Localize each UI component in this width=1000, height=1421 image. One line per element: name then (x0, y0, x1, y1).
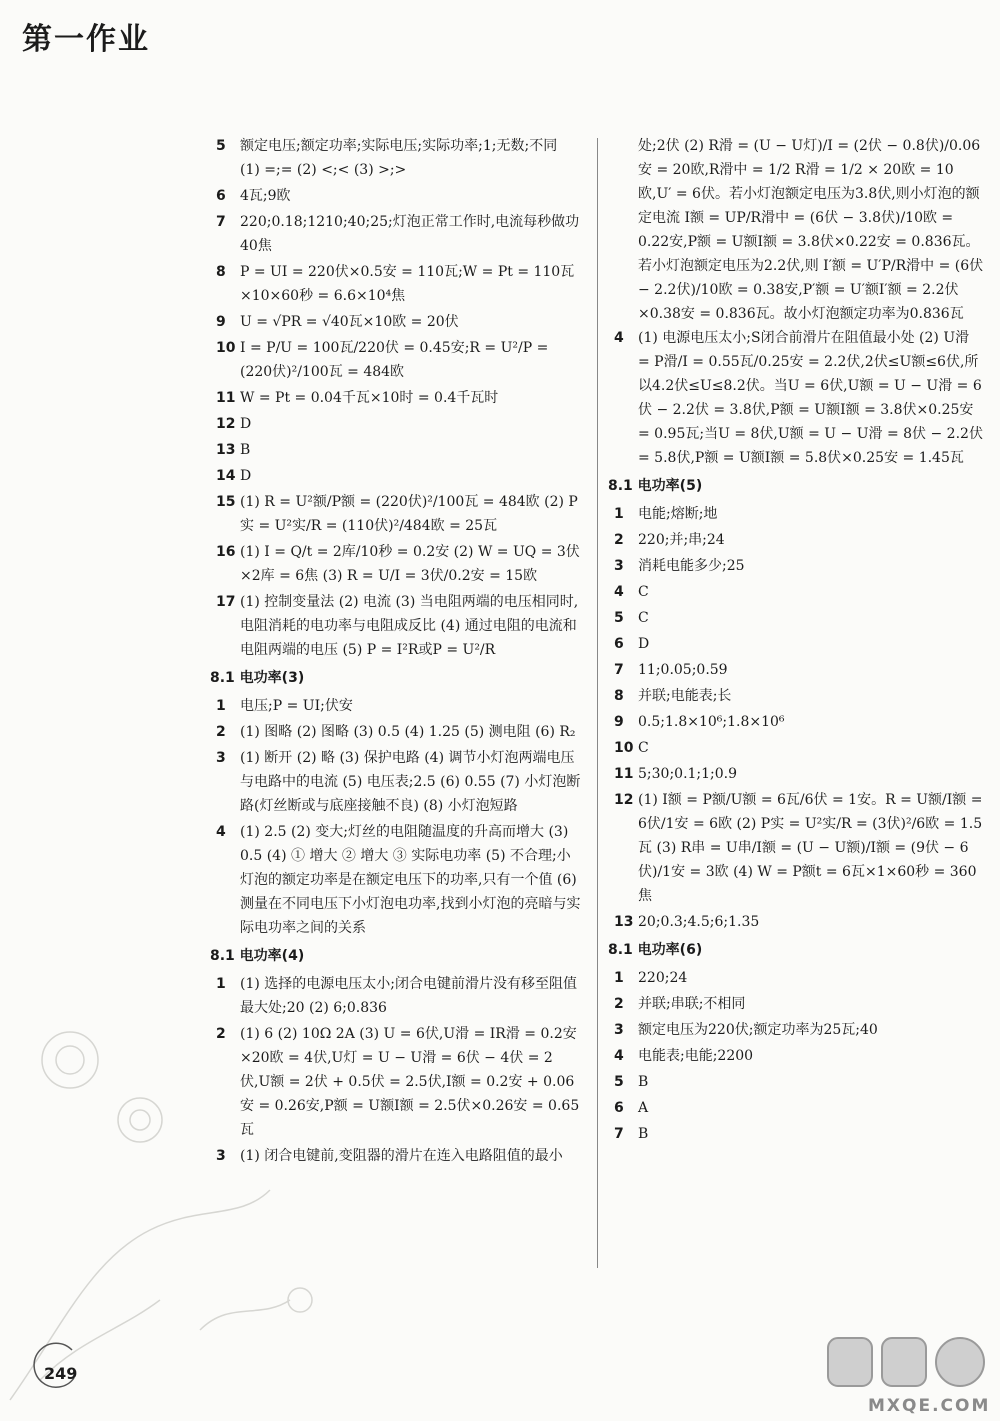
item-text: C (638, 610, 649, 626)
item-text: B (240, 442, 251, 458)
item-text: (1) I = Q/t = 2库/10秒 = 0.2安 (2) W = UQ = 3伏×2库 = 6焦 (3) R = U/I = 3伏/0.2安 = 15欧 (240, 544, 580, 584)
item-text: C (638, 584, 649, 600)
answer-item (614, 1070, 984, 1094)
answer-item (216, 540, 581, 588)
item-text: 并联;电能表;长 (638, 688, 732, 704)
answer-item (216, 184, 581, 208)
right-column (608, 134, 988, 1148)
item-text: 额定电压;额定功率;实际电压;实际功率;1;无数;不同 (1) =;= (2) <;< (3) >;> (240, 138, 562, 178)
item-text: D (240, 416, 252, 432)
item-number: 12 (614, 792, 634, 808)
answer-item (614, 762, 984, 786)
item-number: 2 (216, 724, 226, 740)
answer-item (614, 684, 984, 708)
item-text: 5;30;0.1;1;0.9 (638, 766, 738, 782)
item-text: 220;24 (638, 970, 688, 986)
item-number: 4 (614, 330, 624, 346)
answer-item (216, 336, 581, 384)
answer-item (614, 326, 988, 470)
answer-item (216, 746, 581, 818)
answer-item (216, 720, 581, 744)
item-number: 6 (216, 188, 226, 204)
item-number: 1 (216, 976, 226, 992)
answer-item (614, 710, 984, 734)
answer-item (216, 438, 581, 462)
item-number: 6 (614, 636, 624, 652)
item-text: C (638, 740, 649, 756)
item-number: 8 (614, 688, 624, 704)
item-number: 3 (614, 558, 624, 574)
item-text: (1) 选择的电源电压太小;闭合电键前滑片没有移至阻值最大处;20 (2) 6;0.836 (240, 976, 577, 1016)
item-number: 13 (614, 914, 634, 930)
answer-item (614, 658, 984, 682)
answer-item (614, 632, 984, 656)
item-number: 4 (614, 584, 624, 600)
item-number: 16 (216, 544, 236, 560)
answer-item (216, 464, 581, 488)
answer-item (216, 820, 581, 940)
item-number: 8 (216, 264, 226, 280)
item-text: (1) 电源电压太小;S闭合前滑片在阻值最小处 (2) U滑 = P滑/I = 0.55瓦/0.25安 = 2.2伏,2伏≤U额≤6伏,所以4.2伏≤U≤8.2伏。当U = 6伏,U额 = U − U滑 = 6伏 − 2.2伏 = 3.8伏,P额 = U额I额 = 3.8伏×0.25安 = 0.95瓦;当U = 8伏,U额 = U − U滑 = 8伏 − 2.2伏 = 5.8伏,P额 = U额I额 = 5.8伏×0.25安 = 1.45瓦 (638, 330, 988, 466)
item-text: 消耗电能多少;25 (638, 558, 745, 574)
answer-item (216, 210, 581, 258)
answer-item (614, 606, 984, 630)
item-text: D (638, 636, 650, 652)
item-number: 1 (216, 698, 226, 714)
item-number: 3 (614, 1022, 624, 1038)
item-text: (1) 控制变量法 (2) 电流 (3) 当电阻两端的电压相同时,电阻消耗的电功率与电阻成反比 (4) 通过电阻的电流和电阻两端的电压 (5) P = I²R或P = U²/R (240, 594, 579, 658)
item-number: 9 (216, 314, 226, 330)
item-number: 5 (614, 1074, 624, 1090)
answer-item (216, 412, 581, 436)
item-number: 1 (614, 506, 624, 522)
item-number: 3 (216, 750, 226, 766)
item-number: 10 (614, 740, 634, 756)
item-number: 6 (614, 1100, 624, 1116)
answer-item (216, 694, 581, 718)
item-number: 7 (614, 662, 624, 678)
item-text: A (638, 1100, 649, 1116)
item-number: 9 (614, 714, 624, 730)
item-number: 2 (614, 996, 624, 1012)
item-text: (1) 闭合电键前,变阻器的滑片在连入电路阻值的最小 (240, 1148, 563, 1164)
item-text: B (638, 1074, 649, 1090)
item-text: 4瓦;9欧 (240, 188, 291, 204)
item-number: 14 (216, 468, 236, 484)
item-number: 4 (614, 1048, 624, 1064)
item-number: 12 (216, 416, 236, 432)
item-number: 5 (614, 610, 624, 626)
item-text: D (240, 468, 252, 484)
item-text: 电压;P = UI;伏安 (240, 698, 353, 714)
watermark-text: MXQE.COM (868, 1396, 991, 1416)
item-text: 电能;熔断;地 (638, 506, 718, 522)
item-text: B (638, 1126, 649, 1142)
item-number: 17 (216, 594, 236, 610)
answer-item (216, 490, 581, 538)
item-text: I = P/U = 100瓦/220伏 = 0.45安;R = U²/P = (220伏)²/100瓦 = 484欧 (240, 340, 553, 380)
item-text: (1) 断开 (2) 略 (3) 保护电路 (4) 调节小灯泡两端电压与电路中的电流 (5) 电压表;2.5 (6) 0.55 (7) 小灯泡断路(灯丝断或与底座接触不良) (8) 小灯泡短路 (240, 750, 581, 814)
page-number: 249 (44, 1364, 78, 1383)
item-text: 20;0.3;4.5;6;1.35 (638, 914, 760, 930)
column-divider (597, 138, 598, 1268)
item-number: 13 (216, 442, 236, 458)
item-text: (1) R = U²额/P额 = (220伏)²/100瓦 = 484欧 (2) P实 = U²实/R = (110伏)²/484欧 = 25瓦 (240, 494, 578, 534)
answer-item (614, 788, 987, 908)
answer-item (614, 528, 984, 552)
item-text: (1) I额 = P额/U额 = 6瓦/6伏 = 1安。R = U额/I额 = 6伏/1安 = 6欧 (2) P实 = U²实/R = (3伏)²/6欧 = 1.5瓦 (3) R串 = U串/I额 = (U − U额)/I额 = (9伏 − 6伏)/1安 = 3欧 (4) W = P额t = 6瓦×1×60秒 = 360焦 (638, 792, 987, 904)
answer-item (614, 992, 984, 1016)
answer-item (216, 386, 581, 410)
answer-item (216, 260, 581, 308)
item-number: 4 (216, 824, 226, 840)
item-number: 11 (216, 390, 236, 406)
section-heading: 8.1 电功率(3) (210, 670, 305, 686)
answer-item (614, 736, 984, 760)
answer-item (614, 554, 984, 578)
answer-item (614, 580, 984, 604)
item-text: 电能表;电能;2200 (638, 1048, 754, 1064)
item-number: 10 (216, 340, 236, 356)
answer-item (614, 966, 984, 990)
item-text: (1) 图略 (2) 图略 (3) 0.5 (4) 1.25 (5) 测电阻 (6) R₂ (240, 724, 576, 740)
item-text: W = Pt = 0.04千瓦×10时 = 0.4千瓦时 (240, 390, 499, 406)
answer-item (614, 1122, 984, 1146)
continued-answer-text: 处;2伏 (2) R滑 = (U − U灯)/I = (2伏 − 0.8伏)/0.06安 = 20欧,R滑中 = 1/2 R滑 = 1/2 × 20欧 = 10欧,U′ = 6伏。若小灯泡额定电压为3.8伏,则小灯泡的额定电流 I额 = UP/R滑中 = (6伏 − 3.8伏)/10欧 = 0.22安,P额 = U额I额 = 3.8伏×0.22安 = 0.836瓦。若小灯泡额定电压为2.2伏,则 I′额 = U′P/R滑中 = (6伏 − 2.2伏)/10欧 = 0.38安,P′额 = U′额I′额 = 2.2伏×0.38安 = 0.836瓦。故小灯泡额定功率为0.836瓦 (638, 138, 988, 322)
item-text: 220;0.18;1210;40;25;灯泡正常工作时,电流每秒做功40焦 (240, 214, 580, 254)
answer-item (614, 1018, 984, 1042)
item-number: 11 (614, 766, 634, 782)
answer-item (614, 502, 984, 526)
item-text: (1) 2.5 (2) 变大;灯丝的电阻随温度的升高而增大 (3) 0.5 (4) ① 增大 ② 增大 ③ 实际电功率 (5) 不合理;小灯泡的额定功率是在额定电压下的功率,只有一个值 (6) 测量在不同电压下小灯泡电功率,找到小灯泡的亮暗与实际电功率之间的关系 (240, 824, 582, 936)
answer-item (216, 310, 581, 334)
section-heading: 8.1 电功率(6) (608, 942, 703, 958)
item-number: 5 (216, 138, 226, 154)
answer-item (614, 1044, 984, 1068)
item-number: 7 (614, 1126, 624, 1142)
item-text: (1) 6 (2) 10Ω 2A (3) U = 6伏,U滑 = IR滑 = 0.2安×20欧 = 4伏,U灯 = U − U滑 = 6伏 − 4伏 = 2伏,U额 = 2伏 + 0.5伏 = 2.5伏,I额 = 0.2安 + 0.06安 = 0.26安,P额 = U额I额 = 2.5伏×0.26安 = 0.65瓦 (240, 1026, 580, 1138)
answer-item (614, 910, 984, 934)
item-number: 1 (614, 970, 624, 986)
item-text: P = UI = 220伏×0.5安 = 110瓦;W = Pt = 110瓦×10×60秒 = 6.6×10⁴焦 (240, 264, 575, 304)
item-number: 15 (216, 494, 236, 510)
item-text: 11;0.05;0.59 (638, 662, 728, 678)
header-title: 第一作业 (22, 22, 150, 57)
item-text: 并联;串联;不相同 (638, 996, 746, 1012)
item-text: 220;并;串;24 (638, 532, 725, 548)
item-number: 2 (614, 532, 624, 548)
page-header (0, 0, 240, 62)
answer-item (216, 134, 581, 182)
item-text: 额定电压为220伏;额定功率为25瓦;40 (638, 1022, 878, 1038)
item-text: 0.5;1.8×10⁶;1.8×10⁶ (638, 714, 785, 730)
item-number: 3 (216, 1148, 226, 1164)
section-heading: 8.1 电功率(5) (608, 478, 703, 494)
answer-item (614, 1096, 984, 1120)
item-number: 7 (216, 214, 226, 230)
item-number: 2 (216, 1026, 226, 1042)
section-heading: 8.1 电功率(4) (210, 948, 305, 964)
item-text: U = √PR = √40瓦×10欧 = 20伏 (240, 314, 459, 330)
answer-item (216, 590, 581, 662)
